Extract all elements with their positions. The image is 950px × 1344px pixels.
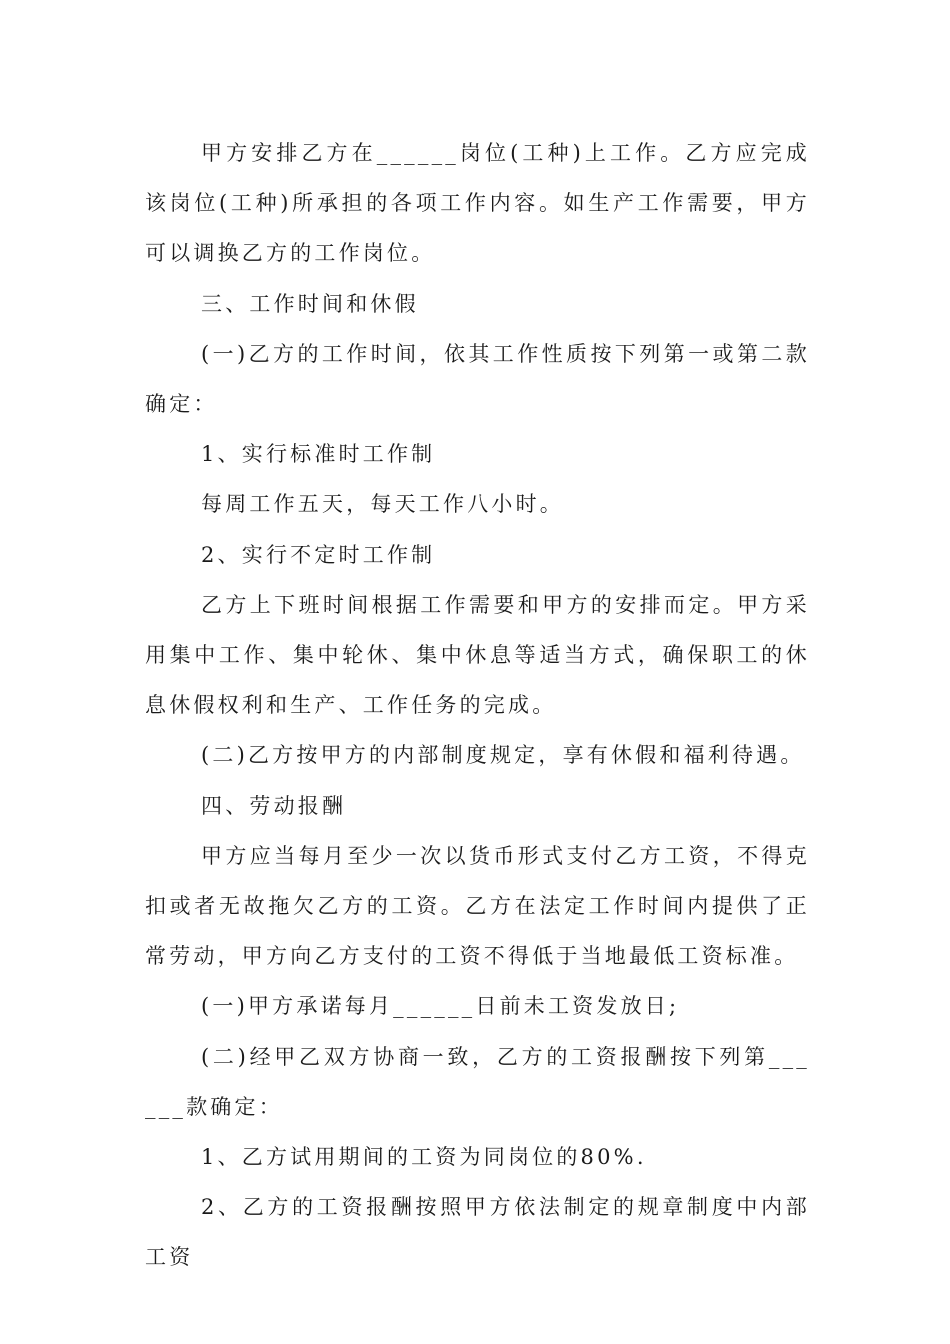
list-item-probation-wage: 1、乙方试用期间的工资为同岗位的80%.	[201, 1145, 647, 1170]
list-item-internal-wage: 2、乙方的工资报酬按照甲方依法制定的规章制度中内部工资	[145, 1195, 810, 1270]
paragraph-weekly-schedule: 每周工作五天，每天工作八小时。	[201, 492, 564, 517]
paragraph-pay-day: (一)甲方承诺每月______日前未工资发放日;	[201, 994, 680, 1019]
document-body	[145, 128, 810, 1283]
paragraph-wage-payment: 甲方应当每月至少一次以货币形式支付乙方工资，不得克扣或者无故拖欠乙方的工资。乙方在法定工作时间内提供了正常劳动，甲方向乙方支付的工资不得低于当地最低工资标准。	[145, 843, 810, 969]
paragraph-wage-option: (二)经甲乙双方协商一致，乙方的工资报酬按下列第______款确定：	[145, 1044, 810, 1119]
paragraph-job-assignment: 甲方安排乙方在______岗位(工种)上工作。乙方应完成该岗位(工种)所承担的各项工作内容。如生产工作需要，甲方可以调换乙方的工作岗位。	[145, 141, 810, 266]
section-heading-working-hours: 三、工作时间和休假	[201, 291, 419, 316]
list-item-flexible-hours: 2、实行不定时工作制	[201, 542, 436, 567]
paragraph-leave-benefits: (二)乙方按甲方的内部制度规定，享有休假和福利待遇。	[201, 743, 805, 768]
section-heading-remuneration: 四、劳动报酬	[201, 793, 347, 818]
paragraph-working-time: (一)乙方的工作时间，依其工作性质按下列第一或第二款确定：	[145, 341, 810, 417]
list-item-standard-hours: 1、实行标准时工作制	[201, 442, 436, 467]
paragraph-flexible-arrangement: 乙方上下班时间根据工作需要和甲方的安排而定。甲方采用集中工作、集中轮休、集中休息等适当方式，确保职工的休息休假权利和生产、工作任务的完成。	[145, 592, 810, 718]
